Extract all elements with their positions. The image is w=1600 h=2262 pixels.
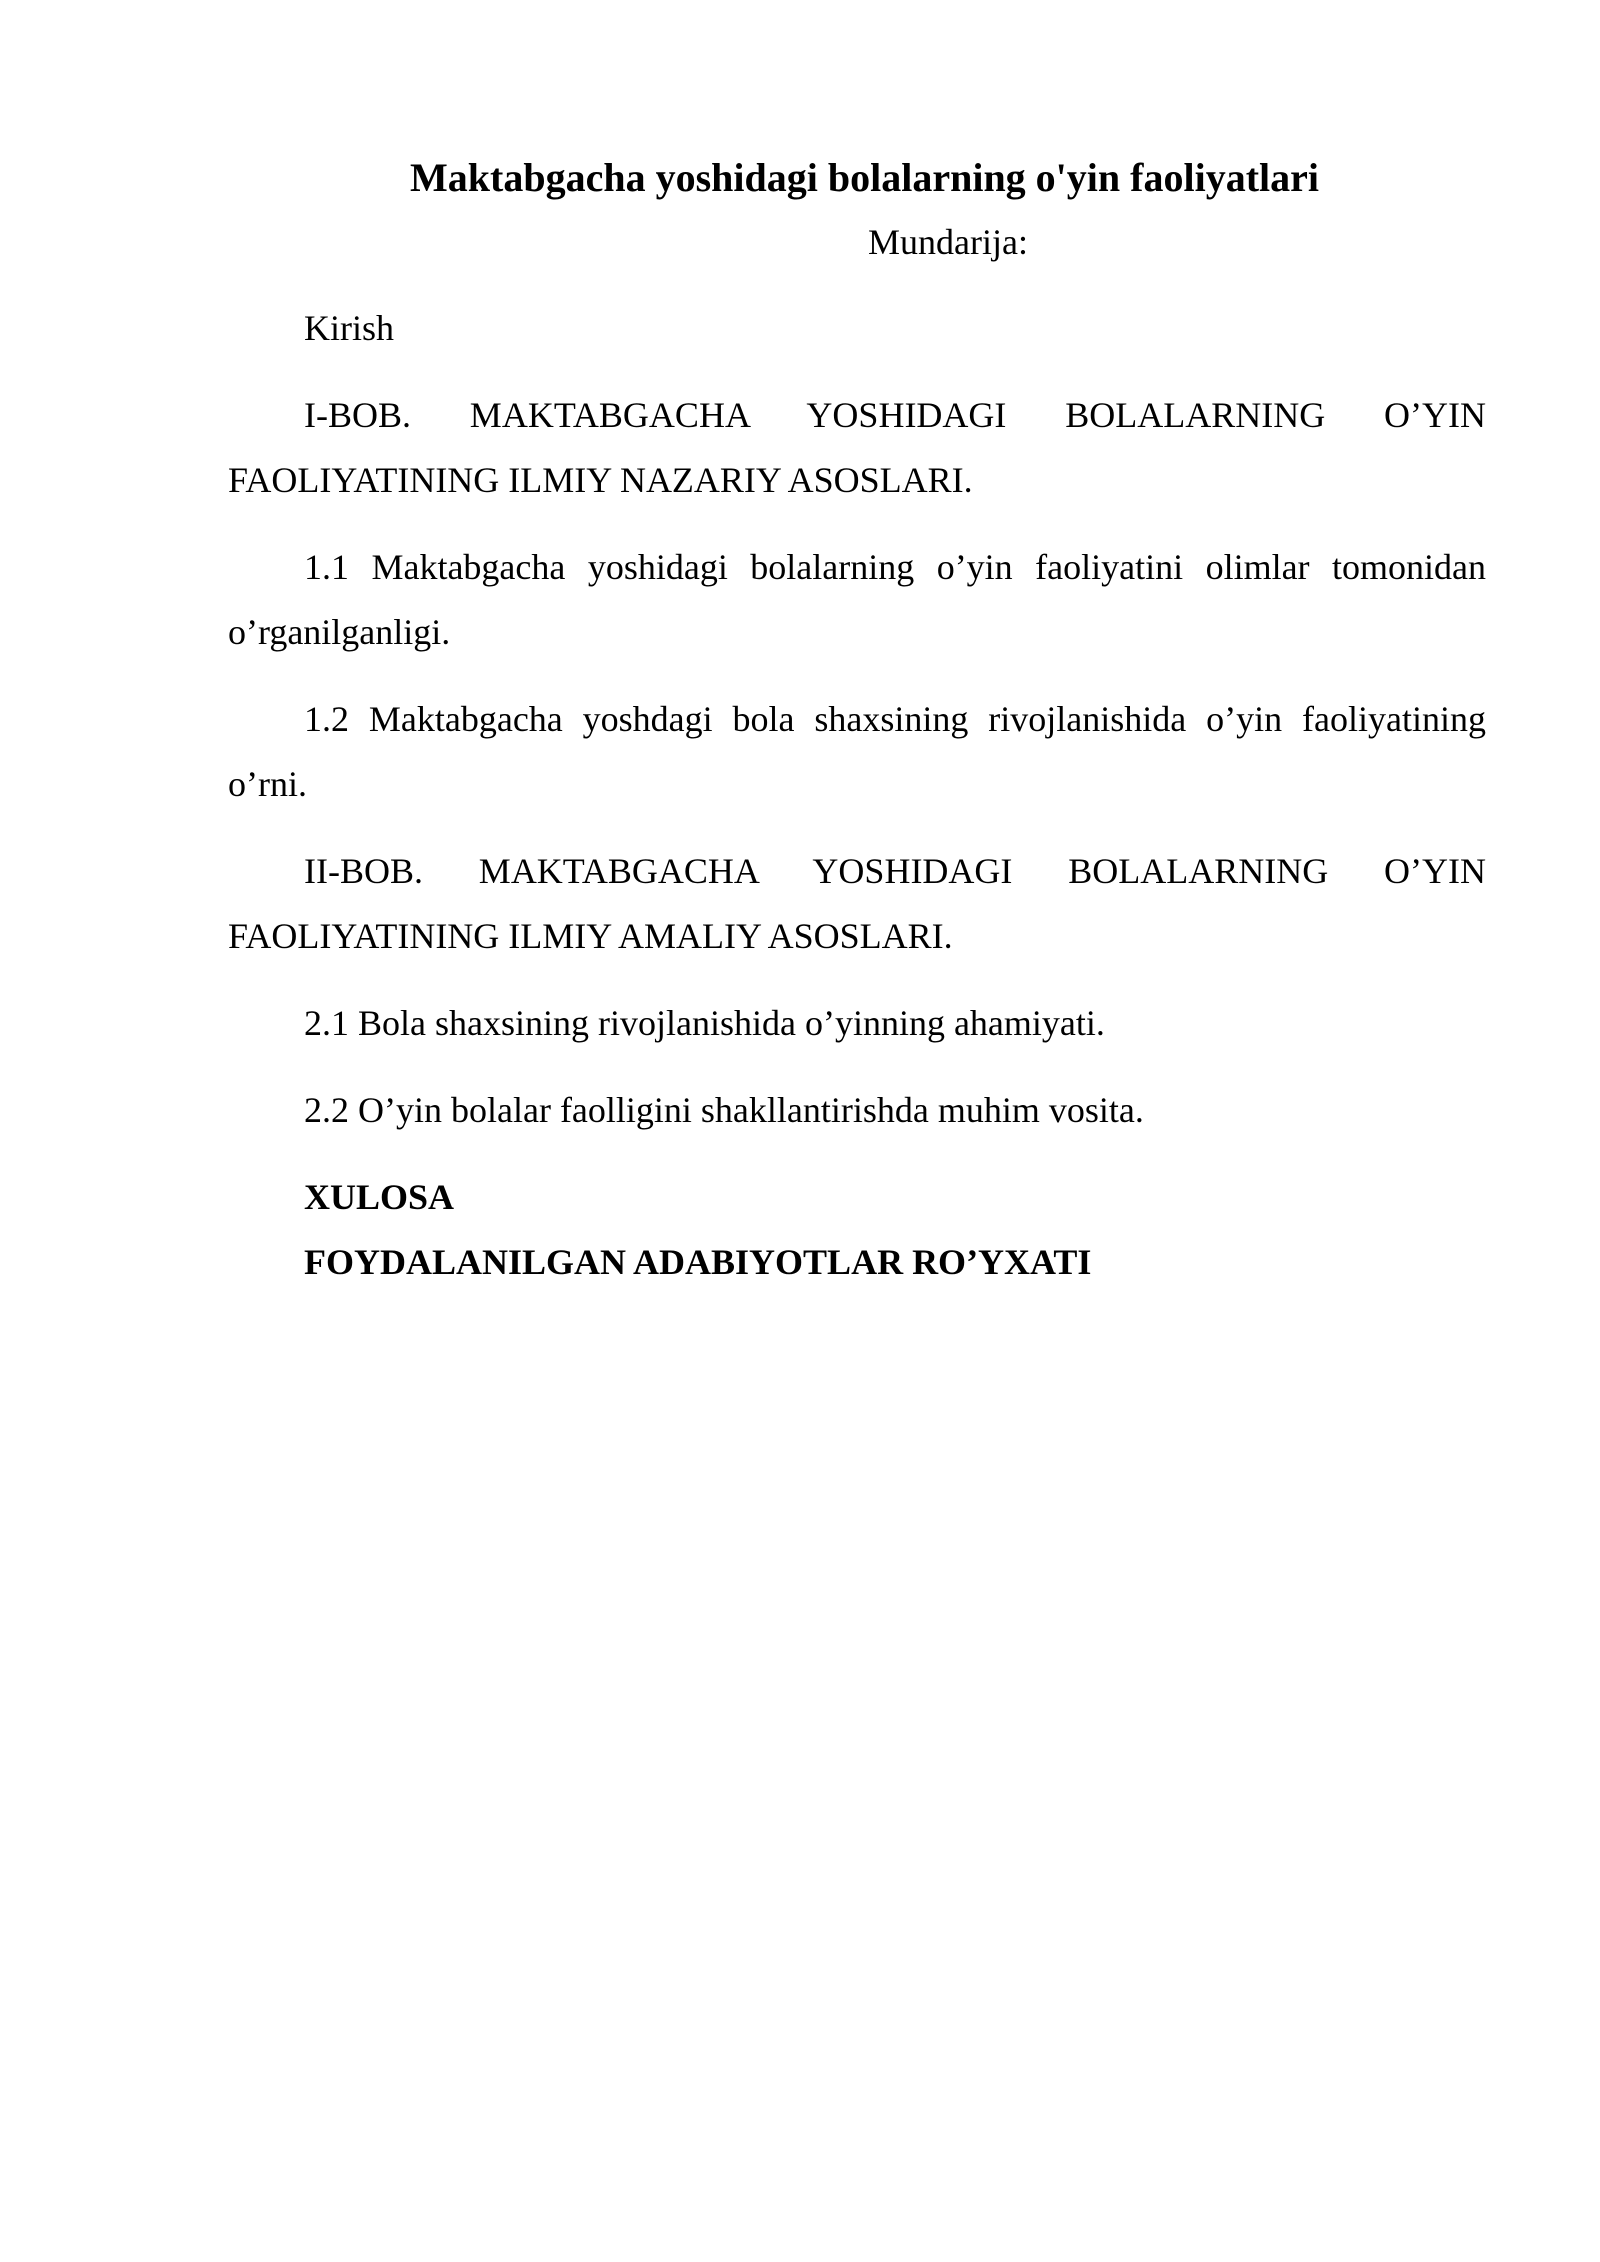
document-content: [228, 148, 1486, 1295]
toc-item-section-2-1: 2.1 Bola shaxsining rivojlanishida o’yinning ahamiyati.: [304, 1003, 1105, 1043]
table-of-contents: [228, 296, 1486, 1295]
toc-item-section-1-1: 1.1 Maktabgacha yoshidagi bolalarning o’yin faoliyatini olimlar tomonidan o’rganilganligi.: [228, 547, 1486, 652]
toc-heading: Mundarija:: [868, 222, 1028, 262]
toc-item-section-2-2: 2.2 O’yin bolalar faolligini shakllantirishda muhim vosita.: [304, 1090, 1144, 1130]
toc-item-references: FOYDALANILGAN ADABIYOTLAR RO’YXATI: [304, 1242, 1092, 1282]
toc-item-introduction: Kirish: [304, 308, 394, 348]
toc-item-section-1-2: 1.2 Maktabgacha yoshdagi bola shaxsining rivojlanishida o’yin faoliyatining o’rni.: [228, 699, 1486, 804]
toc-item-conclusion: XULOSA: [304, 1177, 455, 1217]
toc-item-chapter-1: I-BOB. MAKTABGACHA YOSHIDAGI BOLALARNING O’YIN FAOLIYATINING ILMIY NAZARIY ASOSLARI.: [228, 395, 1486, 500]
document-title: Maktabgacha yoshidagi bolalarning o'yin faoliyatlari: [410, 155, 1320, 200]
toc-item-chapter-2: II-BOB. MAKTABGACHA YOSHIDAGI BOLALARNING O’YIN FAOLIYATINING ILMIY AMALIY ASOSLARI.: [228, 851, 1486, 956]
